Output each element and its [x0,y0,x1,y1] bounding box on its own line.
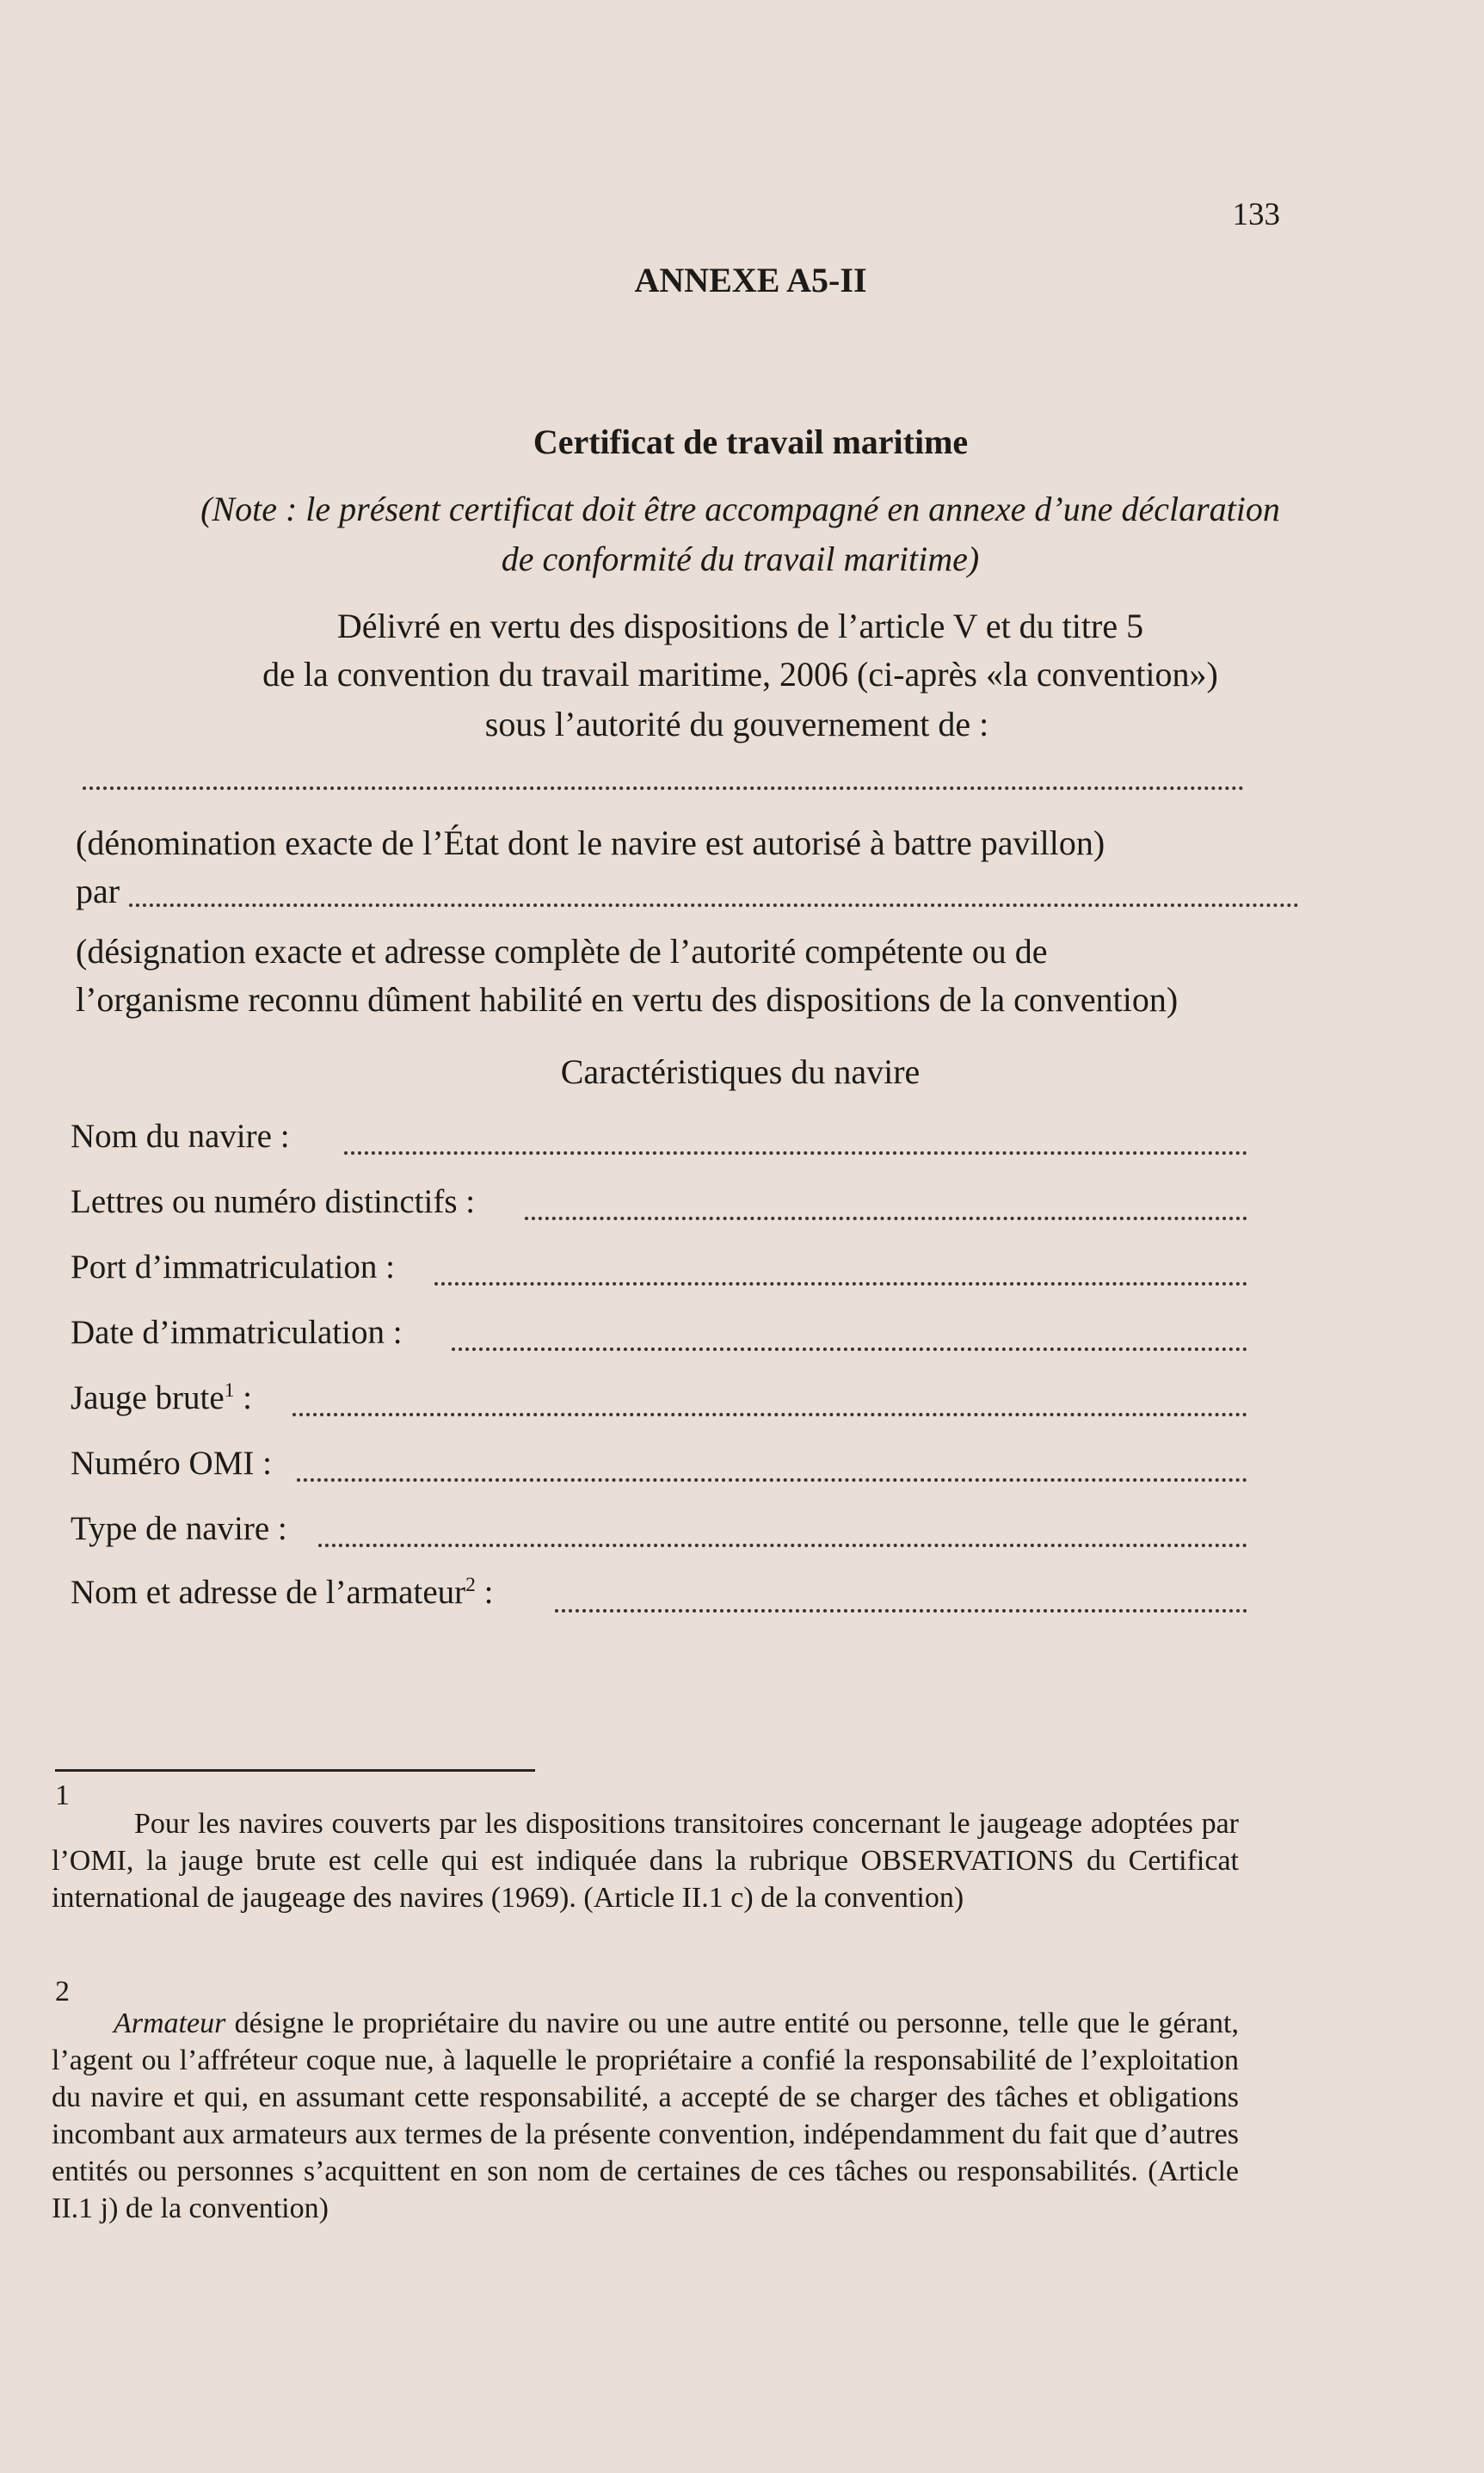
issued-line-2: de la convention du travail maritime, 2006 (ci-après «la convention») [262,655,1218,694]
field-port-of-registry [71,1248,395,1286]
issued-line-1: Délivré en vertu des dispositions de l’article V et du titre 5 [336,607,1144,645]
authority-caption-line-2: l’organisme reconnu dûment habilité en vertu des dispositions de la convention) [76,980,1179,1019]
field-label: Type de navire : [71,1510,287,1547]
par-label: par [76,872,120,910]
ship-name-dotted-line [344,1151,1247,1155]
port-of-registry-dotted-line [434,1282,1247,1286]
issued-line-3: sous l’autorité du gouvernement de : [484,705,989,743]
footnote-1-number: 1 [55,1779,70,1811]
date-of-registry-dotted-line [452,1348,1247,1351]
footnote-2-body: désigne le propriétaire du navire ou une autre entité ou personne, telle que le gérant, l’agent ou l’affréteur coque nue, à laquelle le propriétaire a confié la responsabilité de l’exploitation du navire et qui, en assumant cette responsabilité, a accepté de se charger des tâches et obligations incombant aux armateurs aux termes de la présente convention, indépendamment du fait que d’autres entités ou personnes s’acquittent en son nom de certaines de ces tâches ou responsabilités. (Article II.1 j) de la convention) [52,2007,1239,2224]
field-label: Jauge brute [71,1379,225,1416]
footnote-2-text [52,2005,1239,2227]
footnote-ref-2: 2 [465,1574,476,1596]
gross-tonnage-dotted-line [292,1413,1247,1416]
shipowner-dotted-line [555,1609,1247,1613]
ship-type-dotted-line [318,1544,1247,1547]
distinctive-letters-dotted-line [525,1217,1247,1220]
field-label: Lettres ou numéro distinctifs : [71,1183,476,1220]
field-suffix: : [475,1574,494,1611]
state-caption: (dénomination exacte de l’État dont le navire est autorisé à battre pavillon) [76,823,1105,862]
footnote-1-body: Pour les navires couverts par les dispositions transitoires concernant le jaugeage adoptées par l’OMI, la jauge brute est celle qui est indiquée dans la rubrique OBSERVATIONS du Certificat international de jaugeage des navires (1969). (Article II.1 c) de la convention) [52,1808,1239,1914]
note-line-1: (Note : le présent certificat doit être accompagné en annexe d’une déclaration [200,490,1280,528]
field-ship-name [71,1117,290,1156]
footnote-ref-1: 1 [224,1379,235,1402]
annex-title: ANNEXE A5-II [634,261,867,299]
footnote-separator [55,1769,535,1772]
page-number: 133 [1232,197,1280,232]
field-label: Port d’immatriculation : [71,1249,395,1286]
field-date-of-registry [71,1313,403,1352]
field-label: Numéro OMI : [71,1445,272,1482]
certificate-title: Certificat de travail maritime [533,422,969,461]
field-label: Nom du navire : [71,1118,290,1155]
field-suffix: : [234,1379,252,1416]
imo-number-dotted-line [297,1478,1247,1482]
field-label: Nom et adresse de l’armateur [71,1574,466,1611]
field-distinctive-letters [71,1182,475,1221]
ship-section-title: Caractéristiques du navire [560,1052,921,1091]
field-imo-number [71,1444,272,1483]
authority-caption-line-1: (désignation exacte et adresse complète de l’autorité compétente ou de [76,932,1048,971]
field-ship-type [71,1509,287,1548]
note-line-2: de conformité du travail maritime) [501,540,980,578]
footnote-1-text [52,1805,1239,1916]
state-dotted-line [83,786,1244,790]
field-gross-tonnage [71,1378,252,1417]
field-shipowner [71,1573,493,1612]
footnote-2-number: 2 [55,1976,70,2007]
field-label: Date d’immatriculation : [71,1314,403,1351]
authority-dotted-line [129,903,1299,907]
footnote-2-term: Armateur [114,2007,226,2039]
